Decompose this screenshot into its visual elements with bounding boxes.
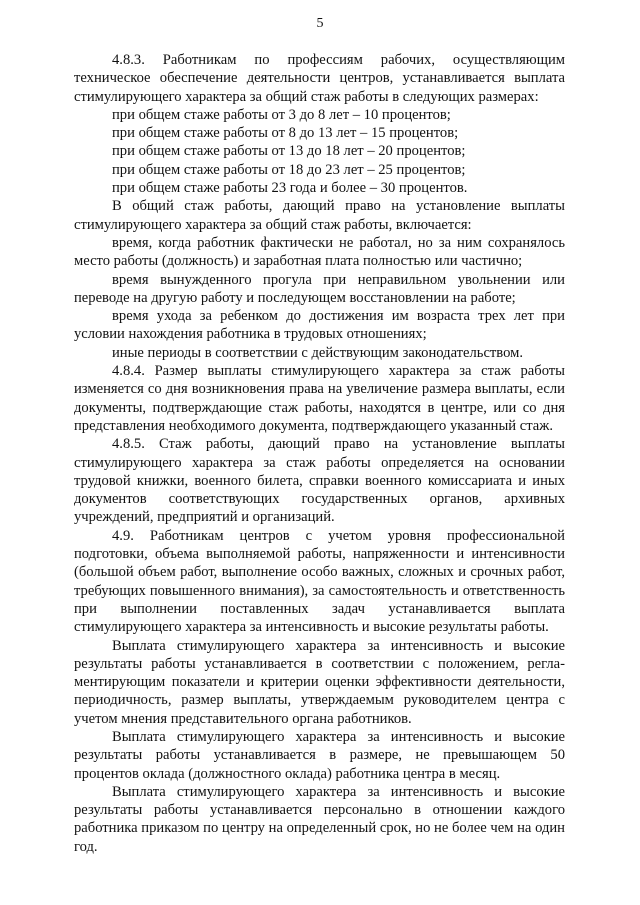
list-item-stazh-3-8: при общем стаже работы от 3 до 8 лет – 10 процентов; — [112, 106, 451, 123]
paragraph-general-stazh: В общий стаж работы, дающий право на установление выплаты стимулирующего характера за общий стаж работы, включается: — [74, 198, 565, 233]
list-item-stazh-18-23: при общем стаже работы от 18 до 23 лет – 25 процентов; — [112, 161, 466, 178]
paragraph-intensity-term: Выплата стимулирующего характера за интенсивность и высокие результаты работы устанавливается персонально в отношении каждого работника приказом по центру на определенный срок, но не более чем на один год. — [74, 783, 565, 855]
list-item-stazh-13-18: при общем стаже работы от 13 до 18 лет – 20 процентов; — [112, 143, 466, 160]
list-item-stazh-8-13: при общем стаже работы от 8 до 13 лет – 15 процентов; — [112, 125, 459, 142]
page-number: 5 — [316, 16, 324, 31]
paragraph-time-not-worked: время, когда работник фактически не работал, но за ним сохранялось место работы (должность) и заработная плата полностью или частично; — [74, 234, 565, 270]
paragraph-intensity-amount: Выплата стимулирующего характера за интенсивность и высокие результаты работы устанавливается в размере, не превышающем 50 процентов оклада (должностного оклада) работника центра в месяц. — [74, 728, 565, 782]
paragraph-other-periods: иные периоды в соответствии с действующим законодательством. — [112, 344, 524, 361]
paragraph-4-9: 4.9. Работникам центров с учетом уровня профессиональной подготовки, объема выполняемой работы, напряженности и интенсивности (большой объем работ, выполнение особо важных, сложных и срочных работ, требующих повышенного внимания), за самостоятельность и ответственность при выполнении поставленных задач устанавливается выплата стимулирующего характера за интенсивность и высокие результаты работы. — [74, 527, 565, 636]
document-body — [74, 51, 565, 856]
list-item-stazh-23-plus: при общем стаже работы 23 года и более – 30 процентов. — [112, 180, 468, 197]
paragraph-4-8-4: 4.8.4. Размер выплаты стимулирующего характера за стаж работы изменяется со дня возникновения права на увеличение размера выплаты, если документы, подтверждающие стаж работы, находятся в центре, или со дня представления необходимого документа, подтверждающего указанный стаж. — [74, 363, 565, 434]
paragraph-4-8-3: 4.8.3. Работникам по профессиям рабочих, осуществляющим техническое обеспечение деятельности центров, устанавливается выплата стимулирующего характера за общий стаж работы в следующих размерах: — [74, 52, 565, 105]
paragraph-child-care: время ухода за ребенком до достижения им возраста трех лет при условии нахождения работника в трудовых отношениях; — [74, 308, 565, 343]
paragraph-forced-absence: время вынужденного прогула при неправильном увольнении или переводе на другую работу и последующем восстановлении на работе; — [74, 271, 565, 306]
paragraph-4-8-5: 4.8.5. Стаж работы, дающий право на установление выплаты стимулирующего характера за стаж работы определяется на основании трудовой книжки, военного билета, справки военного комиссариата и иных документов соответствующих государственных органов, архивных учреждений, предприятий и организаций. — [74, 436, 565, 526]
paragraph-intensity-regulation: Выплата стимулирующего характера за интенсивность и высокие результаты работы устанавливается в соответствии с положением, регламентирующим показатели и критерии оценки эффективности деятельности, периодичность, размер выплаты, утверждаемым руководителем центра с учетом мнения представительного органа работников. — [74, 637, 565, 727]
